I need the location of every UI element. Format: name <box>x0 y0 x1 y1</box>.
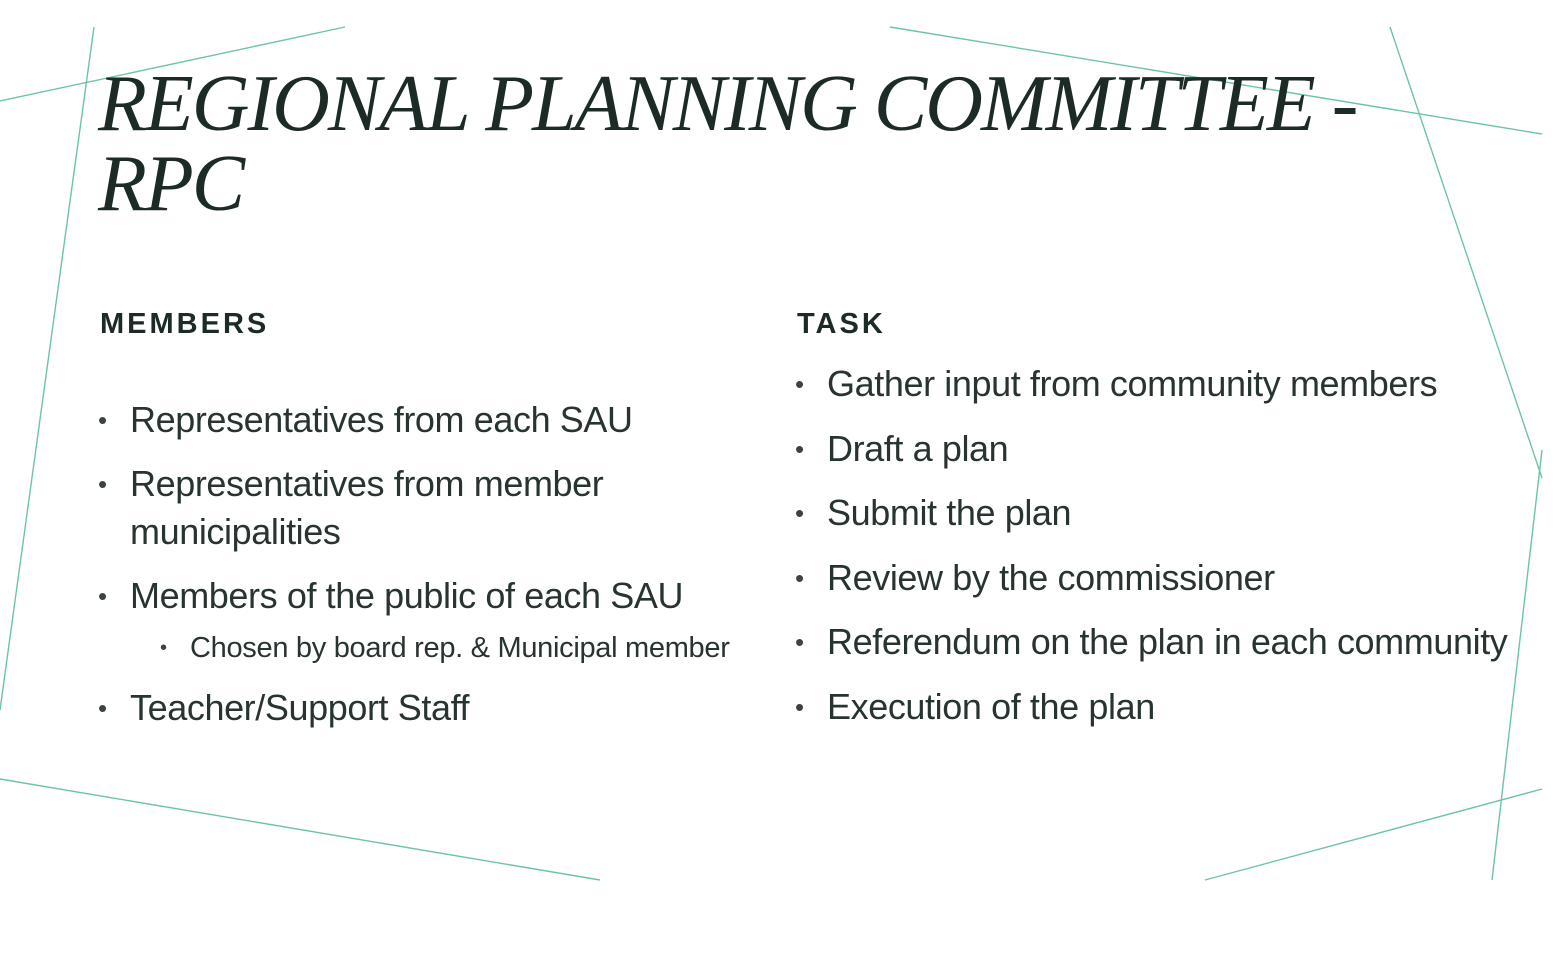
frame-line-bottom-right <box>1205 789 1542 880</box>
task-heading: TASK <box>797 308 886 340</box>
task-item-referendum: • Referendum on the plan in each community <box>827 620 1527 664</box>
task-item-execution: • Execution of the plan <box>827 685 1527 729</box>
members-subitem-chosen-by: • Chosen by board rep. & Municipal member <box>190 628 750 668</box>
members-item-public: • Members of the public of each SAU <box>130 572 750 620</box>
task-item-draft-plan: • Draft a plan <box>827 427 1527 471</box>
task-item-gather-input: • Gather input from community members <box>827 362 1527 406</box>
members-list <box>130 396 750 732</box>
task-list <box>827 362 1527 749</box>
task-item-review-commissioner: • Review by the commissioner <box>827 556 1527 600</box>
members-item-representatives-sau: • Representatives from each SAU <box>130 396 750 444</box>
members-heading: MEMBERS <box>100 308 270 340</box>
frame-line-bottom-left <box>0 779 600 880</box>
slide-title-line-2: RPC <box>98 140 244 228</box>
members-item-representatives-municipalities: • Representatives from member municipalities <box>130 460 750 556</box>
members-item-teacher-support-staff: • Teacher/Support Staff <box>130 684 750 732</box>
frame-line-left-vertical <box>0 27 94 710</box>
slide-title <box>98 60 1478 228</box>
slide-title-line-1: REGIONAL PLANNING COMMITTEE - <box>98 60 1357 148</box>
task-item-submit-plan: • Submit the plan <box>827 491 1527 535</box>
